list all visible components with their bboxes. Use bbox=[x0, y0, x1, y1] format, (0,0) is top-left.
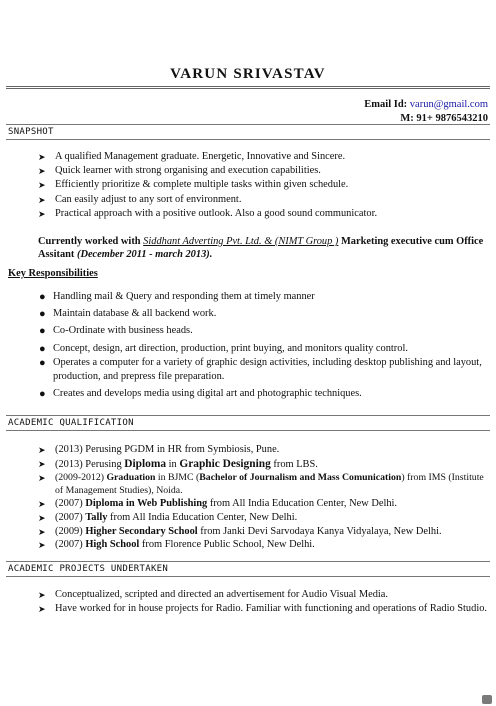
arrow-bullet-icon: ➤ bbox=[38, 208, 46, 219]
projects-top-rule bbox=[6, 561, 490, 562]
responsibilities-list bbox=[36, 290, 490, 401]
projects-bottom-rule bbox=[6, 576, 490, 577]
current-prefix: Currently worked with bbox=[38, 236, 141, 247]
list-item: ➤ (2007) High School from Florence Public School, New Delhi. bbox=[38, 539, 315, 551]
arrow-bullet-icon: ➤ bbox=[38, 603, 46, 614]
list-item: ➤ (2009-2012) Graduation in BJMC (Bachelor of Journalism and Mass Comunication) from IMS (Institute of Management Studies), Noida. bbox=[38, 472, 484, 496]
list-item: ➤ Have worked for in house projects for Radio. Familiar with functioning and operations of Radio Studio. bbox=[38, 602, 487, 614]
email-value[interactable]: varun@gmail.com bbox=[409, 99, 488, 110]
corner-tab-icon bbox=[482, 695, 492, 704]
list-item: ● Creates and develops media using digital art and photographic techniques. bbox=[39, 388, 362, 401]
snapshot-list bbox=[38, 150, 490, 221]
snapshot-bottom-rule bbox=[6, 139, 490, 140]
arrow-bullet-icon: ➤ bbox=[38, 445, 46, 455]
list-item: ● Handling mail & Query and responding them at timely manner bbox=[39, 291, 315, 303]
list-item: ➤ (2013) Perusing Diploma in Graphic Designing from LBS. bbox=[38, 457, 318, 470]
dot-bullet-icon: ● bbox=[39, 291, 46, 303]
arrow-bullet-icon: ➤ bbox=[38, 512, 46, 523]
list-item: ● Operates a computer for a variety of graphic design activities, including desktop publishing and layout, production, and prepress file preparation. bbox=[39, 356, 482, 383]
dot-bullet-icon: ● bbox=[39, 325, 46, 338]
list-item: ➤ Efficiently prioritize & complete multiple tasks within given schedule. bbox=[38, 178, 490, 192]
arrow-bullet-icon: ➤ bbox=[38, 499, 46, 510]
arrow-bullet-icon: ➤ bbox=[38, 180, 46, 191]
arrow-bullet-icon: ➤ bbox=[38, 526, 46, 537]
list-item: ➤ Practical approach with a positive outlook. Also a good sound communicator. bbox=[38, 207, 490, 221]
dot-bullet-icon: ● bbox=[39, 342, 46, 355]
list-item: ➤ (2007) Diploma in Web Publishing from All India Education Center, New Delhi. bbox=[38, 498, 398, 510]
arrow-bullet-icon: ➤ bbox=[38, 194, 46, 205]
list-item: ➤ (2013) Perusing PGDM in HR from Symbiosis, Pune. bbox=[38, 444, 280, 455]
projects-heading: ACADEMIC PROJECTS UNDERTAKEN bbox=[8, 564, 169, 574]
academic-top-rule bbox=[6, 415, 490, 416]
list-item: ➤ Quick learner with strong organising and execution capabilities. bbox=[38, 164, 490, 178]
academic-bottom-rule bbox=[6, 430, 490, 431]
arrow-bullet-icon: ➤ bbox=[38, 540, 46, 551]
list-item: ➤ (2007) Tally from All India Education Center, New Delhi. bbox=[38, 511, 298, 523]
arrow-bullet-icon: ➤ bbox=[38, 166, 46, 177]
email-line bbox=[364, 99, 488, 110]
candidate-name: VARUN SRIVASTAV bbox=[170, 66, 326, 82]
list-item: ➤ A qualified Management graduate. Energetic, Innovative and Sincere. bbox=[38, 150, 490, 164]
list-item: ● Maintain database & all backend work. bbox=[39, 308, 217, 321]
list-item: ➤ (2009) Higher Secondary School from Janki Devi Sarvodaya Kanya Vidyalaya, New Delhi. bbox=[38, 525, 442, 537]
academic-heading: ACADEMIC QUALIFICATION bbox=[8, 418, 134, 428]
list-item: ➤ Can easily adjust to any sort of environment. bbox=[38, 193, 490, 207]
mobile-label: M: bbox=[400, 113, 414, 124]
snapshot-heading: SNAPSHOT bbox=[8, 127, 54, 137]
current-employment bbox=[38, 235, 490, 261]
arrow-bullet-icon: ➤ bbox=[38, 458, 46, 469]
key-responsibilities-heading: Key Responsibilities bbox=[8, 268, 98, 279]
list-item: ● Concept, design, art direction, production, print buying, and monitors quality control. bbox=[39, 342, 408, 355]
list-item: ● Co-Ordinate with business heads. bbox=[39, 325, 193, 338]
name-divider bbox=[6, 86, 490, 89]
arrow-bullet-icon: ➤ bbox=[38, 152, 46, 162]
arrow-bullet-icon: ➤ bbox=[38, 473, 46, 484]
dot-bullet-icon: ● bbox=[39, 388, 46, 401]
projects-list bbox=[38, 589, 490, 615]
email-label: Email Id: bbox=[364, 99, 408, 110]
dot-bullet-icon: ● bbox=[39, 356, 46, 369]
current-company: Siddhant Adverting Pvt. Ltd. & (NIMT Group ) bbox=[143, 236, 339, 247]
academic-list bbox=[38, 444, 490, 552]
list-item: ➤ Conceptualized, scripted and directed an advertisement for Audio Visual Media. bbox=[38, 589, 389, 600]
current-period: (December 2011 - march 2013). bbox=[76, 249, 213, 260]
arrow-bullet-icon: ➤ bbox=[38, 590, 46, 600]
dot-bullet-icon: ● bbox=[39, 308, 46, 321]
mobile-value: 91+ 9876543210 bbox=[416, 113, 488, 124]
current-role: Marketing executive cum Office Assitant bbox=[38, 236, 484, 260]
mobile-line bbox=[400, 113, 488, 124]
snapshot-top-rule bbox=[6, 124, 490, 125]
